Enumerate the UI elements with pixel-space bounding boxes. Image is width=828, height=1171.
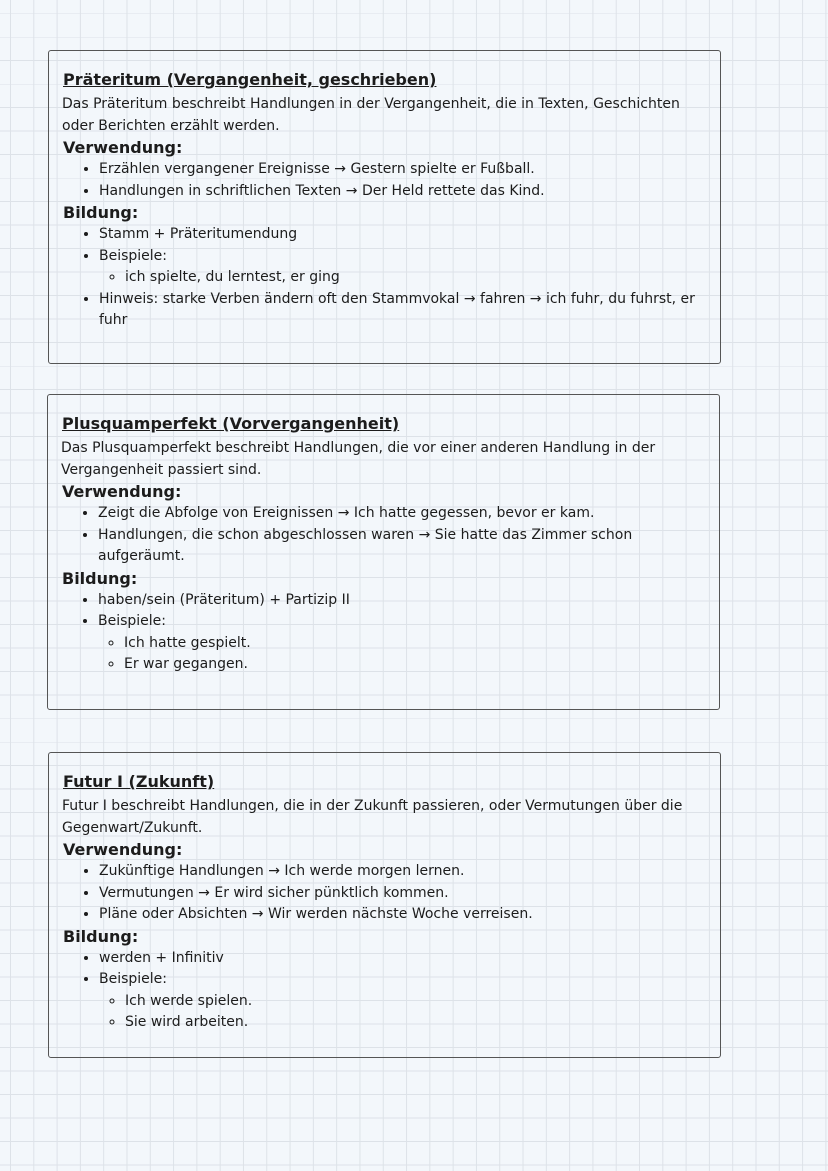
section-intro: Futur I beschreibt Handlungen, die in der Zukunft passieren, oder Vermutungen über die Gegenwart/Zukunft. — [62, 798, 683, 836]
section-intro: Das Plusquamperfekt beschreibt Handlungen, die vor einer anderen Handlung in der Vergangenheit passiert sind. — [61, 440, 656, 478]
usage-heading: Verwendung: — [63, 138, 183, 157]
list-item: • Stamm + Präteritumendung — [99, 224, 713, 246]
section-futur-1 — [48, 752, 721, 1058]
example-item: ◦ Sie wird arbeiten. — [125, 1012, 713, 1034]
section-title: Präteritum (Vergangenheit, geschrieben) — [63, 70, 437, 89]
section-title: Futur I (Zukunft) — [63, 772, 215, 791]
usage-list — [57, 159, 713, 202]
formation-list — [56, 590, 712, 676]
examples-list — [99, 991, 713, 1034]
usage-list — [56, 503, 712, 568]
formation-heading: Bildung: — [62, 568, 138, 588]
section-plusquamperfekt — [47, 394, 720, 710]
usage-heading: Verwendung: — [62, 482, 182, 501]
list-item: • Handlungen in schriftlichen Texten → Der Held rettete das Kind. — [99, 181, 713, 203]
formation-heading: Bildung: — [63, 203, 139, 222]
list-item — [99, 246, 713, 289]
note-item: • Hinweis: starke Verben ändern oft den Stammvokal → fahren → ich fuhr, du fuhrst, er fuhr — [99, 289, 713, 332]
section-praeteritum — [48, 50, 721, 364]
section-title: Plusquamperfekt (Vorvergangenheit) — [62, 414, 400, 433]
usage-list — [57, 861, 713, 926]
list-item — [99, 969, 713, 1034]
examples-label: Beispiele: — [99, 247, 168, 264]
list-item: • Erzählen vergangener Ereignisse → Gestern spielte er Fußball. — [99, 159, 713, 181]
list-item: • Zeigt die Abfolge von Ereignissen → Ich hatte gegessen, bevor er kam. — [98, 503, 712, 525]
formation-list — [57, 224, 713, 332]
formation-heading: Bildung: — [63, 926, 139, 946]
list-item: • Handlungen, die schon abgeschlossen waren → Sie hatte das Zimmer schon aufgeräumt. — [98, 525, 712, 568]
section-intro: Das Präteritum beschreibt Handlungen in der Vergangenheit, die in Texten, Geschichten oder Berichten erzählt werden. — [62, 96, 680, 134]
list-item — [98, 611, 712, 676]
examples-list — [98, 633, 712, 676]
list-item: • haben/sein (Präteritum) + Partizip II — [98, 590, 712, 612]
formation-list — [57, 948, 713, 1034]
examples-label: Beispiele: — [99, 971, 168, 987]
list-item: • Vermutungen → Er wird sicher pünktlich kommen. — [99, 883, 713, 905]
list-item: • Pläne oder Absichten → Wir werden nächste Woche verreisen. — [99, 904, 713, 926]
example-item: ◦ Er war gegangen. — [124, 654, 712, 676]
example-item: ◦ ich spielte, du lerntest, er ging — [125, 267, 713, 289]
example-item: ◦ Ich hatte gespielt. — [124, 633, 712, 655]
example-item: ◦ Ich werde spielen. — [125, 991, 713, 1013]
list-item: • Zukünftige Handlungen → Ich werde morgen lernen. — [99, 861, 713, 883]
usage-heading: Verwendung: — [63, 840, 183, 859]
examples-list — [99, 267, 713, 289]
list-item: • werden + Infinitiv — [99, 948, 713, 970]
examples-label: Beispiele: — [98, 613, 167, 629]
